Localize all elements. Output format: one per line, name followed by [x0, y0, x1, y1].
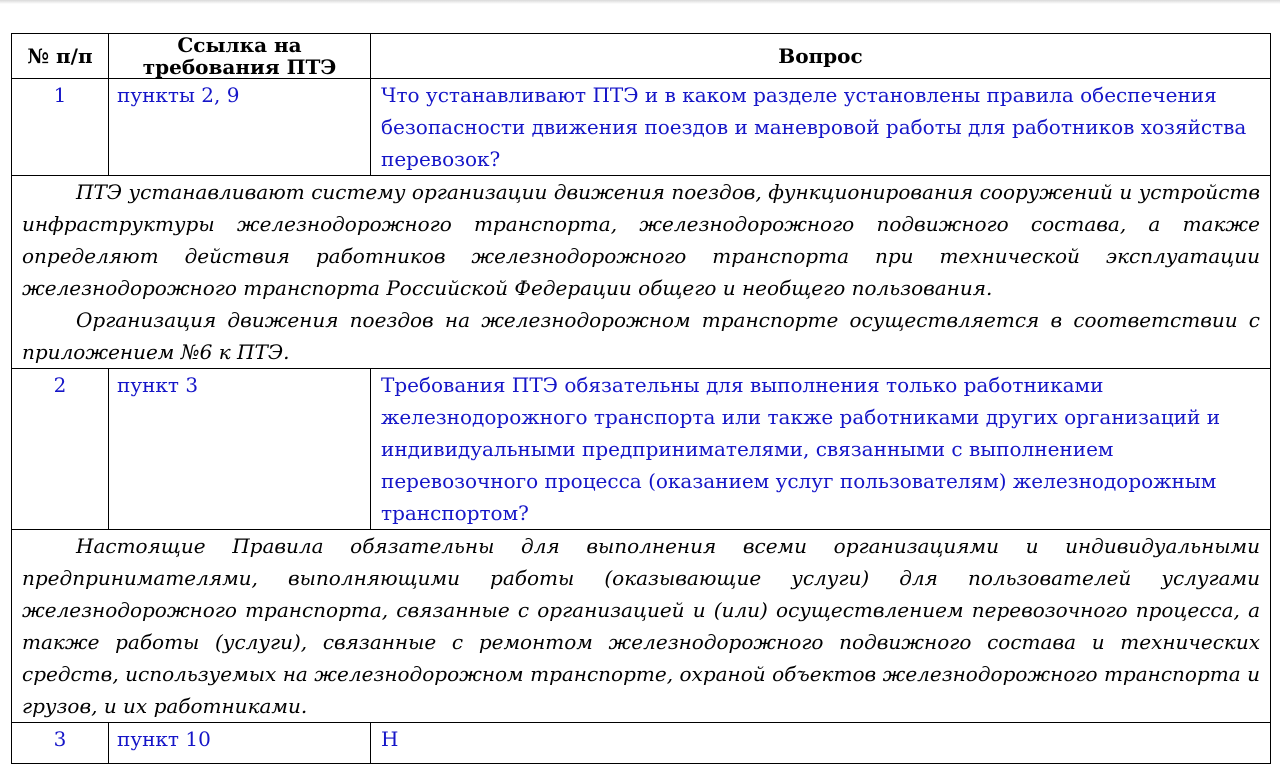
answer-paragraph: Организация движения поездов на железнодорожном транспорте осуществляется в соответствии с приложением №6 к ПТЭ. [22, 308, 1260, 364]
question-number: 1 [12, 79, 109, 176]
question-number: 2 [12, 369, 109, 530]
top-edge-shadow [0, 0, 1280, 4]
answer-cell [12, 530, 1271, 723]
questions-table [11, 33, 1271, 764]
header-number: № п/п [12, 34, 109, 79]
question-text: Н [371, 723, 1271, 764]
question-row-1 [12, 79, 1271, 176]
answer-row-2 [12, 530, 1271, 723]
answer-row-1 [12, 176, 1271, 369]
table-header-row [12, 34, 1271, 79]
question-text: Что устанавливают ПТЭ и в каком разделе установлены правила обеспечения безопасности движения поездов и маневровой работы для работников хозяйства перевозок? [371, 79, 1271, 176]
answer-cell [12, 176, 1271, 369]
header-reference: Ссылка на требования ПТЭ [109, 34, 371, 79]
question-row-3 [12, 723, 1271, 764]
answer-paragraph: Настоящие Правила обязательны для выполнения всеми организациями и индивидуальными предпринимателями, выполняющими работы (оказывающие услуги) для пользователей услугами железнодорожного транспорта, связанные с организацией и (или) осуществлением перевозочного процесса, а также работы (услуги), связанные с ремонтом железнодорожного подвижного состава и технических средств, используемых на железнодорожном транспорте, охраной объектов железнодорожного транспорта и грузов, и их работниками. [22, 534, 1260, 718]
question-reference: пункты 2, 9 [109, 79, 371, 176]
header-question: Вопрос [371, 34, 1271, 79]
question-row-2 [12, 369, 1271, 530]
question-reference: пункт 10 [109, 723, 371, 764]
question-text: Требования ПТЭ обязательны для выполнения только работниками железнодорожного транспорта или также работниками других организаций и индивидуальными предпринимателями, связанными с выполнением перевозочного процесса (оказанием услуг пользователям) железнодорожным транспортом? [371, 369, 1271, 530]
question-number: 3 [12, 723, 109, 764]
question-reference: пункт 3 [109, 369, 371, 530]
answer-paragraph: ПТЭ устанавливают систему организации движения поездов, функционирования сооружений и устройств инфраструктуры железнодорожного транспорта, железнодорожного подвижного состава, а также определяют действия работников железнодорожного транспорта при технической эксплуатации железнодорожного транспорта Российской Федерации общего и необщего пользования. [22, 180, 1260, 300]
